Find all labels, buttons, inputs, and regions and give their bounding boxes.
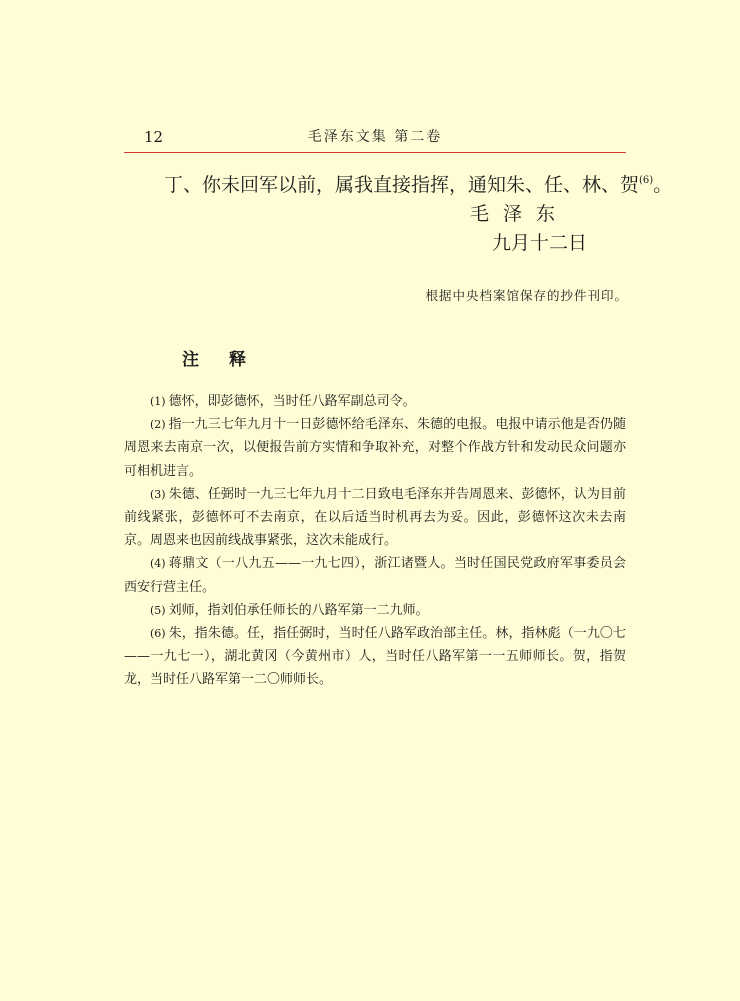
note-item — [124, 413, 626, 483]
note-mark: (5) — [150, 603, 166, 617]
note-text: 德怀，即彭德怀，当时任八路军副总司令。 — [168, 394, 416, 409]
note-item — [124, 599, 626, 622]
source-note: 根据中央档案馆保存的抄件刊印。 — [425, 288, 628, 303]
note-item — [124, 622, 626, 692]
note-item — [124, 483, 626, 553]
letter-closing-line — [164, 170, 672, 200]
note-mark: (4) — [150, 557, 166, 571]
note-reference: (6) — [639, 175, 654, 186]
notes-section — [124, 390, 626, 692]
signature: 毛泽东 — [470, 203, 570, 225]
note-mark: (3) — [150, 487, 166, 501]
letter-date: 九月十二日 — [492, 232, 588, 254]
note-text: 刘师，指刘伯承任师长的八路军第一二九师。 — [168, 602, 429, 618]
notes-heading: 注释 — [182, 350, 276, 370]
letter-line-text: 丁、你未回军以前，属我直接指挥，通知朱、任、林、贺 — [164, 174, 640, 196]
note-item — [124, 552, 626, 598]
header-rule — [124, 152, 626, 153]
note-item — [124, 390, 626, 413]
note-text: 朱，指朱德。任，指任弼时，当时任八路军政治部主任。林，指林彪（一九〇七——一九七一），湖北黄冈（今黄州市）人，当时任八路军第一一五师师长。贺，指贺龙，当时任八路军第一二〇师师长。 — [124, 626, 626, 688]
note-text: 朱德、任弼时一九三七年九月十二日致电毛泽东并告周恩来、彭德怀，认为目前前线紧张，彭德怀可不去南京，在以后适当时机再去为妥。因此，彭德怀这次未去南京。周恩来也因前线战事紧张，这次未能成行。 — [124, 486, 626, 549]
note-mark: (6) — [150, 627, 166, 641]
note-mark: (1) — [150, 395, 166, 408]
letter-line-end: 。 — [653, 174, 673, 196]
note-mark: (2) — [150, 418, 166, 432]
page-number: 12 — [144, 128, 164, 146]
page-header — [124, 126, 626, 150]
note-text: 指一九三七年九月十一日彭德怀给毛泽东、朱德的电报。电报中请示他是否仍随周恩来去南京一次，以便报告前方实情和争取补充，对整个作战方针和发动民众问题亦可相机进言。 — [124, 417, 626, 479]
note-text: 蒋鼎文（一八九五——一九七四），浙江诸暨人。当时任国民党政府军事委员会西安行营主任。 — [124, 556, 626, 595]
running-title: 毛泽东文集 第二卷 — [307, 129, 443, 145]
